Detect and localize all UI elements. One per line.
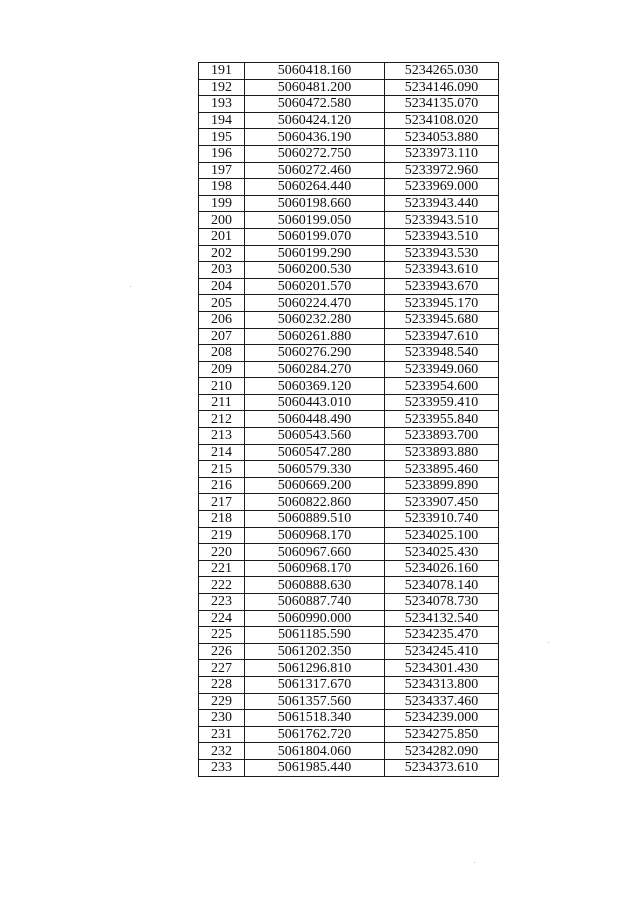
table-row — [199, 511, 499, 528]
point-number-cell: 203 — [199, 262, 245, 279]
point-number-cell: 198 — [199, 179, 245, 196]
x-coordinate-cell: 5060264.440 — [245, 179, 385, 196]
point-number-cell: 201 — [199, 228, 245, 245]
table-row — [199, 594, 499, 611]
x-coordinate-cell: 5061185.590 — [245, 627, 385, 644]
x-coordinate-cell: 5061296.810 — [245, 660, 385, 677]
point-number-cell: 199 — [199, 195, 245, 212]
table-row — [199, 361, 499, 378]
table-row — [199, 411, 499, 428]
table-row — [199, 560, 499, 577]
x-coordinate-cell: 5061202.350 — [245, 643, 385, 660]
y-coordinate-cell: 5233893.700 — [385, 428, 499, 445]
table-row — [199, 461, 499, 478]
x-coordinate-cell: 5060968.170 — [245, 527, 385, 544]
x-coordinate-cell: 5061357.560 — [245, 693, 385, 710]
x-coordinate-cell: 5060198.660 — [245, 195, 385, 212]
y-coordinate-cell: 5234245.410 — [385, 643, 499, 660]
table-row — [199, 278, 499, 295]
y-coordinate-cell: 5234265.030 — [385, 63, 499, 80]
point-number-cell: 202 — [199, 245, 245, 262]
y-coordinate-cell: 5234337.460 — [385, 693, 499, 710]
x-coordinate-cell: 5060472.580 — [245, 96, 385, 113]
point-number-cell: 225 — [199, 627, 245, 644]
y-coordinate-cell: 5234373.610 — [385, 759, 499, 776]
x-coordinate-cell: 5060967.660 — [245, 544, 385, 561]
x-coordinate-cell: 5060669.200 — [245, 477, 385, 494]
table-row — [199, 577, 499, 594]
point-number-cell: 231 — [199, 726, 245, 743]
point-number-cell: 206 — [199, 311, 245, 328]
x-coordinate-cell: 5060199.050 — [245, 212, 385, 229]
x-coordinate-cell: 5060284.270 — [245, 361, 385, 378]
y-coordinate-cell: 5233969.000 — [385, 179, 499, 196]
y-coordinate-cell: 5233949.060 — [385, 361, 499, 378]
point-number-cell: 192 — [199, 79, 245, 96]
table-row — [199, 759, 499, 776]
point-number-cell: 212 — [199, 411, 245, 428]
scan-speck — [548, 642, 549, 643]
point-number-cell: 197 — [199, 162, 245, 179]
table-row — [199, 129, 499, 146]
point-number-cell: 228 — [199, 676, 245, 693]
table-row — [199, 726, 499, 743]
table-row — [199, 544, 499, 561]
table-row — [199, 428, 499, 445]
y-coordinate-cell: 5234313.800 — [385, 676, 499, 693]
point-number-cell: 194 — [199, 112, 245, 129]
x-coordinate-cell: 5060276.290 — [245, 345, 385, 362]
y-coordinate-cell: 5233907.450 — [385, 494, 499, 511]
y-coordinate-cell: 5233959.410 — [385, 394, 499, 411]
point-number-cell: 232 — [199, 743, 245, 760]
point-number-cell: 200 — [199, 212, 245, 229]
x-coordinate-cell: 5060448.490 — [245, 411, 385, 428]
point-number-cell: 210 — [199, 378, 245, 395]
table-row — [199, 195, 499, 212]
table-row — [199, 743, 499, 760]
table-row — [199, 676, 499, 693]
point-number-cell: 195 — [199, 129, 245, 146]
point-number-cell: 208 — [199, 345, 245, 362]
y-coordinate-cell: 5234025.430 — [385, 544, 499, 561]
point-number-cell: 205 — [199, 295, 245, 312]
point-number-cell: 196 — [199, 145, 245, 162]
y-coordinate-cell: 5234026.160 — [385, 560, 499, 577]
table-row — [199, 179, 499, 196]
x-coordinate-cell: 5060232.280 — [245, 311, 385, 328]
table-row — [199, 162, 499, 179]
y-coordinate-cell: 5233899.890 — [385, 477, 499, 494]
y-coordinate-cell: 5233973.110 — [385, 145, 499, 162]
table-row — [199, 610, 499, 627]
y-coordinate-cell: 5234132.540 — [385, 610, 499, 627]
table-row — [199, 643, 499, 660]
y-coordinate-cell: 5233954.600 — [385, 378, 499, 395]
point-number-cell: 211 — [199, 394, 245, 411]
x-coordinate-cell: 5060200.530 — [245, 262, 385, 279]
point-number-cell: 218 — [199, 511, 245, 528]
y-coordinate-cell: 5234078.140 — [385, 577, 499, 594]
table-row — [199, 527, 499, 544]
table-row — [199, 693, 499, 710]
point-number-cell: 207 — [199, 328, 245, 345]
x-coordinate-cell: 5061804.060 — [245, 743, 385, 760]
table-row — [199, 394, 499, 411]
y-coordinate-cell: 5233895.460 — [385, 461, 499, 478]
x-coordinate-cell: 5060990.000 — [245, 610, 385, 627]
point-number-cell: 221 — [199, 560, 245, 577]
y-coordinate-cell: 5234275.850 — [385, 726, 499, 743]
x-coordinate-cell: 5060968.170 — [245, 560, 385, 577]
point-number-cell: 230 — [199, 710, 245, 727]
y-coordinate-cell: 5234239.000 — [385, 710, 499, 727]
table-row — [199, 63, 499, 80]
y-coordinate-cell: 5233943.530 — [385, 245, 499, 262]
table-row — [199, 145, 499, 162]
table-row — [199, 627, 499, 644]
point-number-cell: 204 — [199, 278, 245, 295]
table-row — [199, 245, 499, 262]
point-number-cell: 219 — [199, 527, 245, 544]
y-coordinate-cell: 5233945.680 — [385, 311, 499, 328]
table-row — [199, 345, 499, 362]
point-number-cell: 215 — [199, 461, 245, 478]
x-coordinate-cell: 5060547.280 — [245, 444, 385, 461]
x-coordinate-cell: 5060261.880 — [245, 328, 385, 345]
x-coordinate-cell: 5060369.120 — [245, 378, 385, 395]
x-coordinate-cell: 5060418.160 — [245, 63, 385, 80]
x-coordinate-cell: 5061518.340 — [245, 710, 385, 727]
table-row — [199, 494, 499, 511]
y-coordinate-cell: 5234282.090 — [385, 743, 499, 760]
table-row — [199, 79, 499, 96]
table-row — [199, 328, 499, 345]
table-row — [199, 295, 499, 312]
x-coordinate-cell: 5061317.670 — [245, 676, 385, 693]
y-coordinate-cell: 5233947.610 — [385, 328, 499, 345]
point-number-cell: 216 — [199, 477, 245, 494]
y-coordinate-cell: 5233943.510 — [385, 228, 499, 245]
y-coordinate-cell: 5233943.670 — [385, 278, 499, 295]
coordinates-table-body — [199, 63, 499, 777]
point-number-cell: 226 — [199, 643, 245, 660]
scan-speck — [130, 286, 131, 287]
x-coordinate-cell: 5061985.440 — [245, 759, 385, 776]
x-coordinate-cell: 5060888.630 — [245, 577, 385, 594]
x-coordinate-cell: 5060543.560 — [245, 428, 385, 445]
x-coordinate-cell: 5060272.750 — [245, 145, 385, 162]
point-number-cell: 222 — [199, 577, 245, 594]
table-row — [199, 311, 499, 328]
point-number-cell: 220 — [199, 544, 245, 561]
x-coordinate-cell: 5060443.010 — [245, 394, 385, 411]
y-coordinate-cell: 5234078.730 — [385, 594, 499, 611]
point-number-cell: 191 — [199, 63, 245, 80]
y-coordinate-cell: 5234108.020 — [385, 112, 499, 129]
y-coordinate-cell: 5234301.430 — [385, 660, 499, 677]
table-row — [199, 262, 499, 279]
x-coordinate-cell: 5060822.860 — [245, 494, 385, 511]
y-coordinate-cell: 5233948.540 — [385, 345, 499, 362]
table-row — [199, 112, 499, 129]
y-coordinate-cell: 5233943.610 — [385, 262, 499, 279]
x-coordinate-cell: 5060224.470 — [245, 295, 385, 312]
table-row — [199, 710, 499, 727]
x-coordinate-cell: 5060889.510 — [245, 511, 385, 528]
point-number-cell: 193 — [199, 96, 245, 113]
point-number-cell: 229 — [199, 693, 245, 710]
x-coordinate-cell: 5061762.720 — [245, 726, 385, 743]
x-coordinate-cell: 5060199.290 — [245, 245, 385, 262]
point-number-cell: 233 — [199, 759, 245, 776]
x-coordinate-cell: 5060887.740 — [245, 594, 385, 611]
x-coordinate-cell: 5060199.070 — [245, 228, 385, 245]
point-number-cell: 217 — [199, 494, 245, 511]
table-row — [199, 212, 499, 229]
x-coordinate-cell: 5060424.120 — [245, 112, 385, 129]
y-coordinate-cell: 5233955.840 — [385, 411, 499, 428]
point-number-cell: 214 — [199, 444, 245, 461]
y-coordinate-cell: 5233943.510 — [385, 212, 499, 229]
y-coordinate-cell: 5234053.880 — [385, 129, 499, 146]
table-row — [199, 660, 499, 677]
x-coordinate-cell: 5060481.200 — [245, 79, 385, 96]
y-coordinate-cell: 5233972.960 — [385, 162, 499, 179]
point-number-cell: 213 — [199, 428, 245, 445]
x-coordinate-cell: 5060272.460 — [245, 162, 385, 179]
coordinates-table — [198, 62, 499, 777]
x-coordinate-cell: 5060579.330 — [245, 461, 385, 478]
x-coordinate-cell: 5060201.570 — [245, 278, 385, 295]
y-coordinate-cell: 5234135.070 — [385, 96, 499, 113]
y-coordinate-cell: 5234025.100 — [385, 527, 499, 544]
y-coordinate-cell: 5233943.440 — [385, 195, 499, 212]
y-coordinate-cell: 5234146.090 — [385, 79, 499, 96]
point-number-cell: 223 — [199, 594, 245, 611]
y-coordinate-cell: 5233910.740 — [385, 511, 499, 528]
point-number-cell: 209 — [199, 361, 245, 378]
table-row — [199, 444, 499, 461]
table-row — [199, 96, 499, 113]
y-coordinate-cell: 5233945.170 — [385, 295, 499, 312]
point-number-cell: 224 — [199, 610, 245, 627]
x-coordinate-cell: 5060436.190 — [245, 129, 385, 146]
point-number-cell: 227 — [199, 660, 245, 677]
table-row — [199, 477, 499, 494]
table-row — [199, 378, 499, 395]
scan-speck — [474, 862, 475, 863]
table-row — [199, 228, 499, 245]
y-coordinate-cell: 5233893.880 — [385, 444, 499, 461]
y-coordinate-cell: 5234235.470 — [385, 627, 499, 644]
